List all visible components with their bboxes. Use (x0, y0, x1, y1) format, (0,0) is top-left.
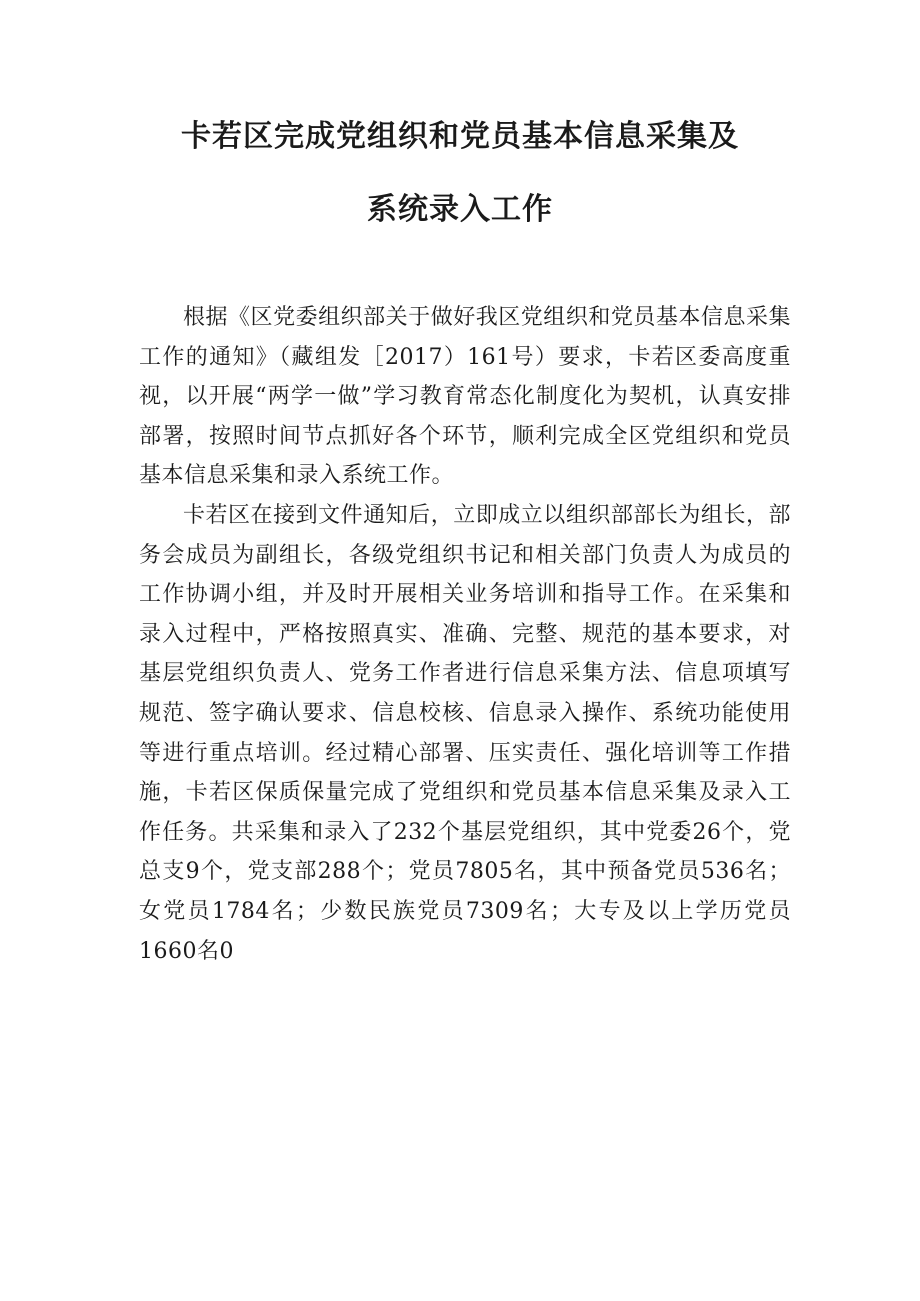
document-title-line-2: 系统录入工作 (367, 192, 553, 227)
paragraph-1: 根据《区党委组织部关于做好我区党组织和党员基本信息采集工作的通知》（藏组发［2017）161号）要求，卡若区委高度重视，以开展“两学一做”学习教育常态化制度化为契机，认真安排部署，按照时间节点抓好各个环节，顺利完成全区党组织和党员基本信息采集和录入系统工作。 (139, 305, 791, 489)
document-title-line-1: 卡若区完成党组织和党员基本信息采集及 (181, 119, 739, 154)
document-body (139, 298, 791, 971)
paragraph-2: 卡若区在接到文件通知后，立即成立以组织部部长为组长，部务会成员为副组长，各级党组织书记和相关部门负责人为成员的工作协调小组，并及时开展相关业务培训和指导工作。在采集和录入过程中，严格按照真实、准确、完整、规范的基本要求，对基层党组织负责人、党务工作者进行信息采集方法、信息项填写规范、签字确认要求、信息校核、信息录入操作、系统功能使用等进行重点培训。经过精心部署、压实责任、强化培训等工作措施，卡若区保质保量完成了党组织和党员基本信息采集及录入工作任务。共采集和录入了232个基层党组织，其中党委26个，党总支9个，党支部288个；党员7805名，其中预备党员536名；女党员1784名；少数民族党员7309名；大专及以上学历党员1660名0 (139, 502, 791, 964)
